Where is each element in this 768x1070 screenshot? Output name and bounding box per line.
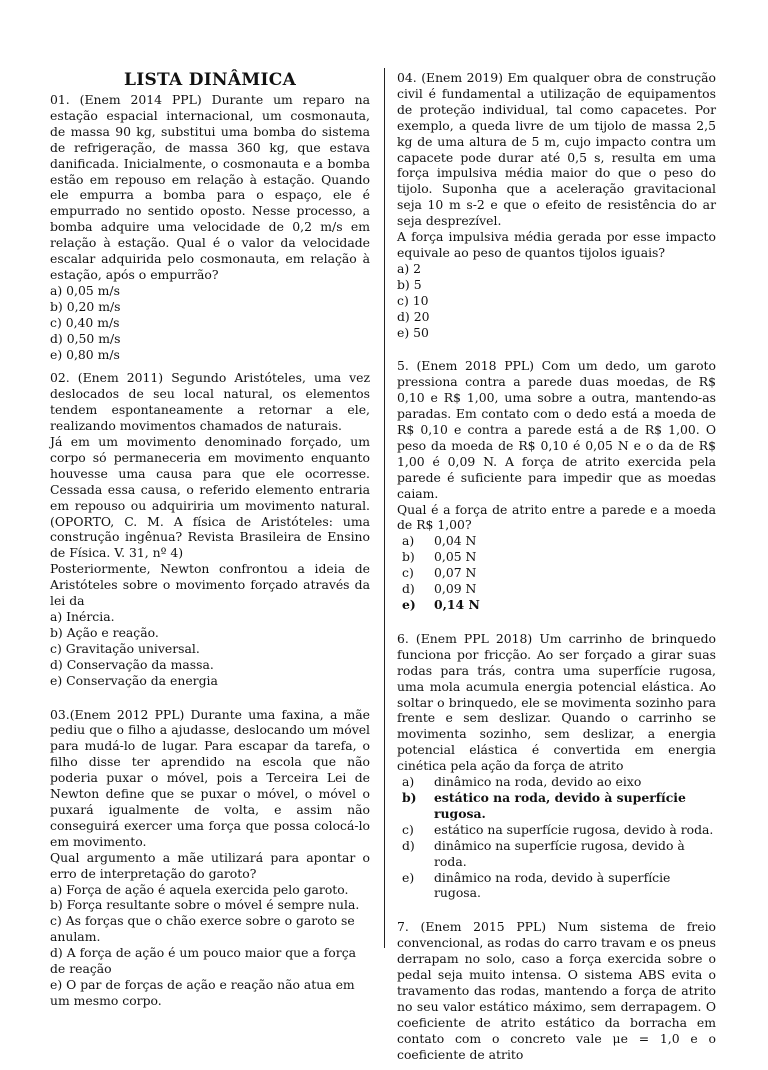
option: a) Força de ação é aquela exercida pelo garoto. [50, 881, 349, 897]
option-text: 0,05 N [434, 549, 477, 565]
question-04-stem: 04. (Enem 2019) Em qualquer obra de construção civil é fundamental a utilização de equipamentos de proteção individual, tal como capacetes. Por exemplo, a queda livre de um tijolo de massa 2,5 kg de uma altura de 5 m, cujo impacto contra um capacete pode durar até 0,5 s, resulta em uma força impulsiva média maior do que o peso do tijolo. Suponha que a aceleração gravitacional seja 10 m s-2 e que o efeito de resistência do ar seja desprezível. [397, 70, 716, 229]
question-02-stem: 02. (Enem 2011) Segundo Aristóteles, uma vez deslocados de seu local natural, os elementos tendem espontaneamente a retornar a ele, realizando movimentos chamados de naturais. [50, 370, 370, 434]
question-04 [397, 70, 716, 340]
option-letter: a) [402, 774, 415, 790]
option: c) 10 [397, 292, 429, 308]
question-02 [50, 370, 370, 688]
question-06-stem: 6. (Enem PPL 2018) Um carrinho de brinquedo funciona por fricção. Ao ser forçado a girar suas rodas para trás, contra uma superfície rugosa, uma mola acumula energia potencial elástica. Ao soltar o brinquedo, ele se movimenta sozinho para frente e sem deslizar. Quando o carrinho se movimenta sozinho, sem deslizar, a energia potencial elástica é convertida em energia cinética pela ação da força de atrito [397, 630, 716, 774]
option-letter: b) [402, 789, 417, 805]
question-05-question: Qual é a força de atrito entre a parede e a moeda de R$ 1,00? [397, 501, 716, 533]
question-04-options [397, 261, 716, 341]
option [397, 565, 716, 581]
option-letter: e) [402, 869, 415, 885]
option-text: dinâmico na roda, devido à superfície rugosa. [434, 869, 671, 901]
question-03 [50, 707, 370, 1009]
option: c) As forças que o chão exerce sobre o garoto se anulam. [50, 913, 355, 945]
option [397, 870, 716, 902]
question-01-stem: 01. (Enem 2014 PPL) Durante um reparo na estação espacial internacional, um cosmonauta, de massa 90 kg, substitui uma bomba do sistema de refrigeração, de massa 360 kg, que estava danificada. Inicialmente, o cosmonauta e a bomba estão em repouso em relação à estação. Quando ele empurra a bomba para o espaço, ele é empurrado no sentido oposto. Nesse processo, a bomba adquire uma velocidade de 0,2 m/s em relação à estação. Qual é o valor da velocidade escalar adquirida pelo cosmonauta, em relação à estação, após o empurrão? [50, 92, 370, 282]
option: d) A força de ação é um pouco maior que a força de reação [50, 945, 357, 977]
option-letter: d) [402, 581, 415, 597]
option: b) 5 [397, 276, 422, 292]
option-letter: e) [402, 597, 416, 612]
question-05-options [397, 533, 716, 613]
question-05-stem: 5. (Enem 2018 PPL) Com um dedo, um garoto pressiona contra a parede duas moedas, de R$ 0,10 e R$ 1,00, uma sobre a outra, mantendo-as paradas. Em contato com o dedo está a moeda de R$ 0,10 e contra a parede está a de R$ 1,00. O peso da moeda de R$ 0,10 é 0,05 N e o da de R$ 1,00 é 0,09 N. A força de atrito exercida pela parede é suficiente para impedir que as moedas caiam. [397, 358, 716, 501]
option: d) Conservação da massa. [50, 656, 214, 672]
option-text: 0,09 N [434, 581, 477, 597]
option [397, 822, 716, 838]
question-05 [397, 358, 716, 613]
option-text: dinâmico na superfície rugosa, devido à roda. [434, 837, 685, 869]
option-letter: b) [402, 549, 415, 565]
page-title: LISTA DINÂMICA [123, 70, 297, 90]
question-03-stem: 03.(Enem 2012 PPL) Durante uma faxina, a mãe pediu que o filho a ajudasse, deslocando um móvel para mudá-lo de lugar. Para escapar da tarefa, o filho disse ter aprendido na escola que não poderia puxar o móvel, pois a Terceira Lei de Newton define que se puxar o móvel, o móvel o puxará igualmente de volta, e assim não conseguirá exercer uma força que possa colocá-lo em movimento. [50, 706, 370, 849]
option-highlighted [397, 790, 716, 822]
option [397, 581, 716, 597]
column-divider [384, 68, 385, 948]
question-02-options [50, 609, 370, 689]
option: e) 0,80 m/s [50, 346, 120, 362]
option-text: estático na roda, devido à superfície rugosa. [434, 789, 686, 821]
option-highlighted [397, 597, 716, 613]
question-06-options [397, 774, 716, 901]
option: d) 20 [397, 308, 430, 324]
option: e) Conservação da energia [50, 672, 218, 688]
option-letter: a) [402, 533, 415, 549]
option [397, 549, 716, 565]
option: c) 0,40 m/s [50, 314, 120, 330]
right-column [397, 70, 716, 1070]
option-text: estático na superfície rugosa, devido à roda. [434, 821, 714, 837]
question-03-options [50, 882, 370, 1009]
question-06 [397, 631, 716, 901]
option-text: dinâmico na roda, devido ao eixo [434, 774, 642, 790]
option-text: 0,07 N [434, 565, 477, 581]
option-letter: c) [402, 565, 414, 581]
question-02-paragraph: Posteriormente, Newton confrontou a ideia de Aristóteles sobre o movimento forçado através da lei da [50, 561, 370, 609]
option-letter: d) [402, 837, 415, 853]
option: e) 50 [397, 324, 429, 340]
option: b) Força resultante sobre o móvel é sempre nula. [50, 897, 360, 913]
option: d) 0,50 m/s [50, 330, 121, 346]
option: a) Inércia. [50, 609, 115, 624]
question-01-options [50, 283, 370, 363]
option: a) 2 [397, 260, 422, 276]
option-text: 0,04 N [434, 533, 477, 549]
question-01 [50, 92, 370, 362]
option: b) Ação e reação. [50, 624, 159, 640]
option: e) O par de forças de ação e reação não atua em um mesmo corpo. [50, 976, 355, 1008]
option-text: 0,14 N [434, 597, 480, 612]
question-07 [397, 919, 716, 1062]
option-letter: c) [402, 821, 414, 837]
question-04-question: A força impulsiva média gerada por esse impacto equivale ao peso de quantos tijolos iguais? [397, 229, 716, 260]
option [397, 774, 716, 790]
question-07-stem: 7. (Enem 2015 PPL) Num sistema de freio convencional, as rodas do carro travam e os pneus derrapam no solo, caso a força exercida sobre o pedal seja muito intensa. O sistema ABS evita o travamento das rodas, mantendo a força de atrito no seu valor estático máximo, sem derrapagem. O coeficiente de atrito estático da borracha em contato com o concreto vale μe = 1,0 e o coeficiente de atrito [397, 919, 716, 1062]
question-02-paragraph: Já em um movimento denominado forçado, um corpo só permaneceria em movimento enquanto houvesse uma causa para que ele ocorresse. Cessada essa causa, o referido elemento entraria em repouso ou adquiriria um movimento natural. (OPORTO, C. M. A física de Aristóteles: uma construção ingênua? Revista Brasileira de Ensino de Física. V. 31, nº 4) [50, 434, 370, 561]
option: b) 0,20 m/s [50, 298, 121, 314]
option [397, 838, 716, 870]
option [397, 533, 716, 549]
option: c) Gravitação universal. [50, 640, 200, 656]
question-03-question: Qual argumento a mãe utilizará para apontar o erro de interpretação do garoto? [50, 849, 370, 881]
option: a) 0,05 m/s [50, 282, 120, 298]
left-column [50, 70, 370, 1017]
